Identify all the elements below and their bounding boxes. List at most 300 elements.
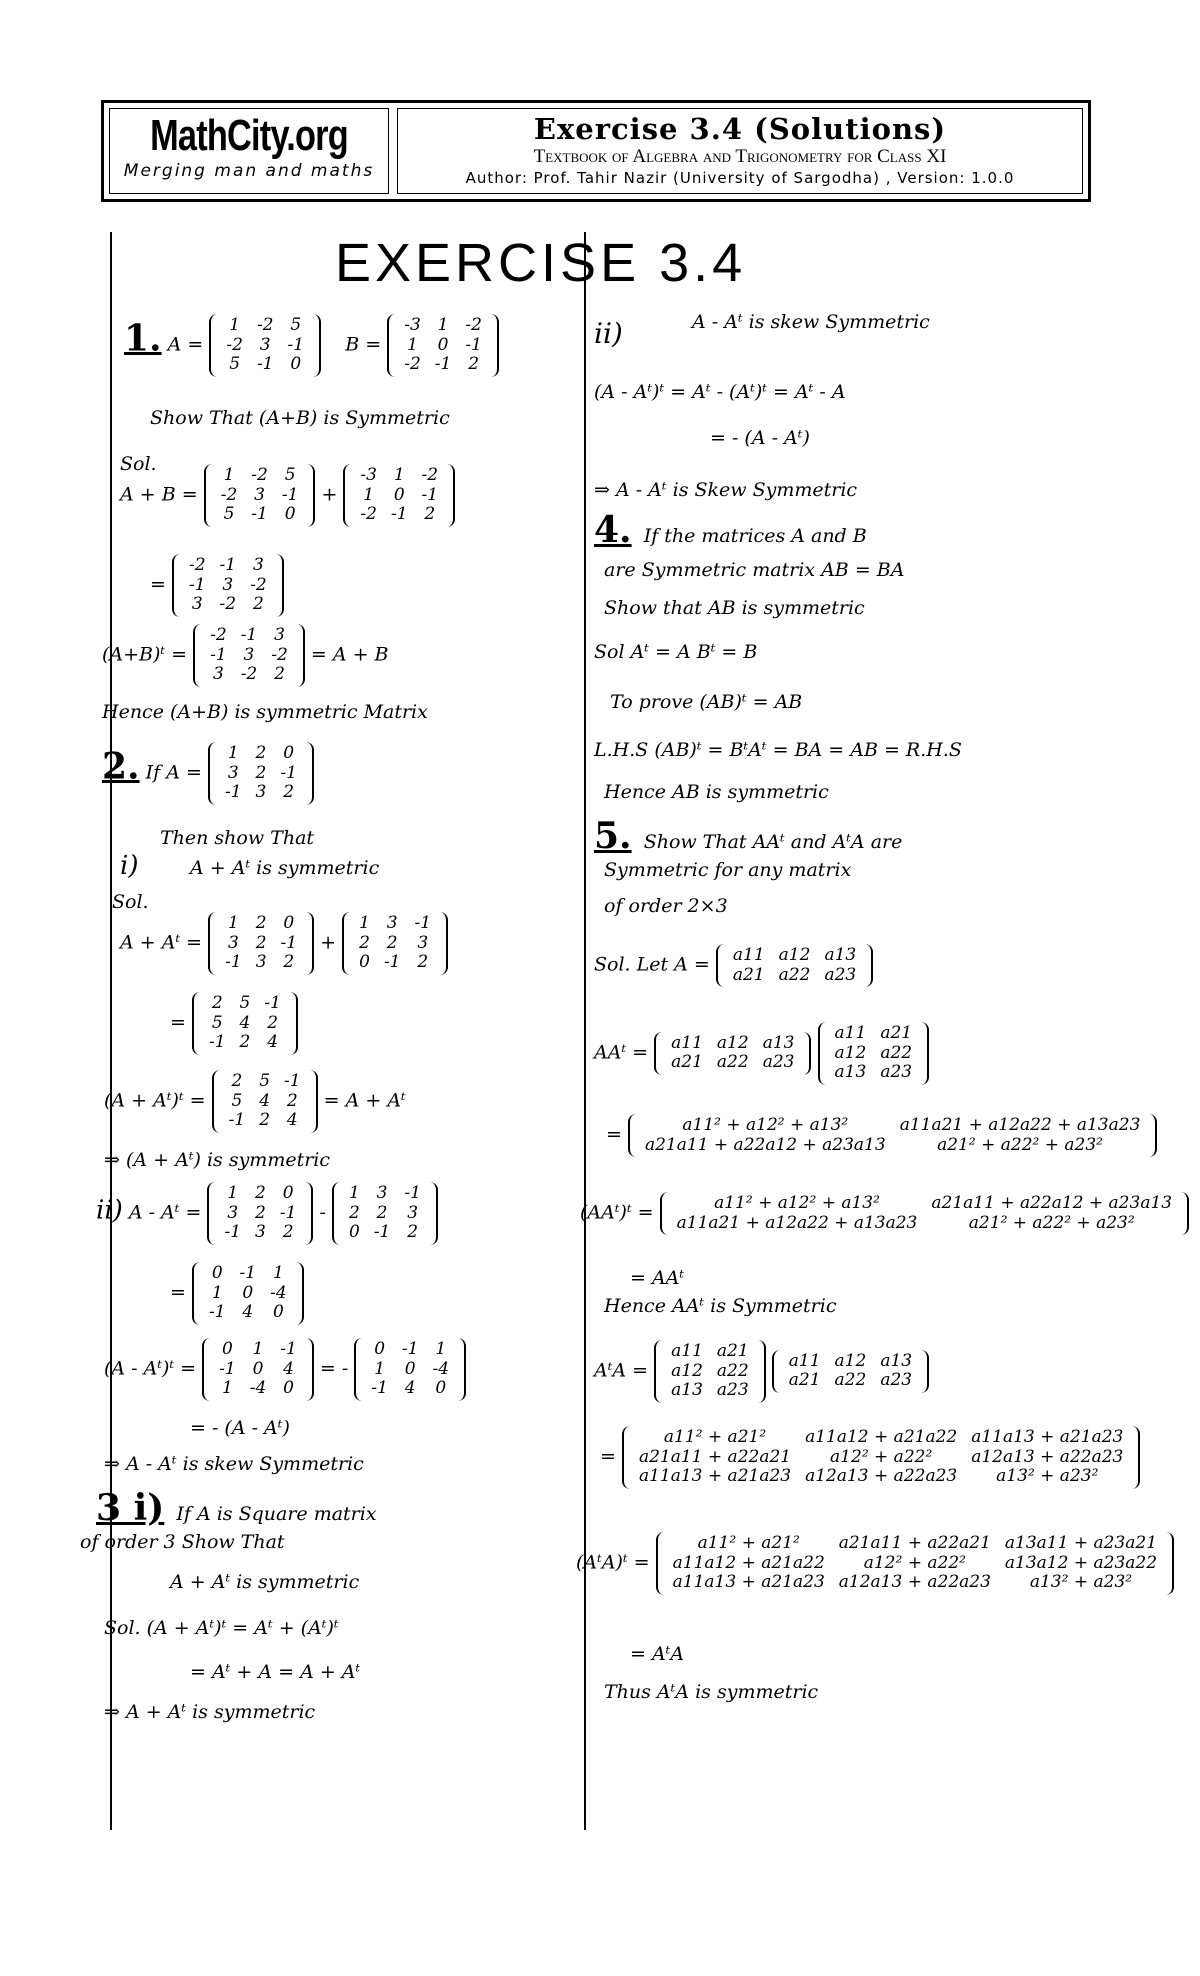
matrix-entry: 0 — [359, 952, 370, 973]
matrix — [654, 1340, 766, 1403]
matrix — [622, 1426, 1140, 1489]
matrix-entry: a22 — [716, 1360, 749, 1381]
matrix-grid — [202, 1264, 294, 1323]
q2-ii-conclusion: ⇒ A - Aᵗ is skew Symmetric — [104, 1453, 364, 1475]
q2-work-ii-3 — [104, 1338, 466, 1401]
matrix-entry: 2 — [231, 1071, 243, 1091]
matrix-entry: 3 — [228, 932, 239, 953]
matrix-entry: -1 — [219, 555, 237, 575]
handwritten-solutions — [80, 232, 1173, 1830]
matrix-entry: 3 — [222, 574, 234, 595]
matrix-grid — [397, 316, 489, 375]
q3-line — [96, 1488, 377, 1529]
matrix-row — [212, 1340, 304, 1360]
matrix-entry: 2 — [282, 1222, 294, 1243]
q1-conclusion: Hence (A+B) is symmetric Matrix — [102, 701, 428, 723]
q4-conclusion: Hence AB is symmetric — [604, 781, 829, 803]
matrix-entry: 3 — [243, 644, 255, 665]
matrix-entry: 3 — [274, 625, 285, 645]
q5-stmt1: Show That AAᵗ and AᵗA are — [643, 831, 903, 853]
q1-transpose-label: (A+B)ᵗ = — [102, 643, 188, 666]
matrix-grid — [218, 744, 304, 803]
matrix-row — [726, 946, 863, 966]
matrix-entry: a11² + a12² + a13² — [714, 1193, 880, 1213]
matrix-entry: 3 — [259, 334, 271, 355]
matrix-entry: 2 — [211, 993, 223, 1013]
q4-line — [594, 510, 867, 551]
matrix-entry: -1 — [256, 354, 274, 375]
matrix-entry: 1 — [228, 913, 239, 933]
matrix-row — [219, 316, 311, 336]
q5-stmt3: of order 2×3 — [604, 895, 728, 917]
matrix-entry: 0 — [211, 1263, 223, 1283]
matrix-row — [217, 1204, 303, 1224]
q5-eq2: = AᵗA — [630, 1643, 685, 1665]
matrix-entry: -2 — [219, 594, 237, 615]
q1-work-3 — [102, 624, 389, 687]
matrix-entry: 3 — [227, 1202, 239, 1223]
q5-ata-label: AᵗA = — [594, 1359, 649, 1382]
matrix-entry: -1 — [224, 782, 242, 803]
matrix-entry: -1 — [414, 913, 432, 933]
q2-neg-equals: = - — [319, 1357, 349, 1380]
matrix — [387, 314, 499, 377]
matrix-row — [218, 744, 304, 764]
q2-transpose-label: (A + Aᵗ)ᵗ = — [104, 1089, 206, 1112]
q3-ii-line2: = - (A - Aᵗ) — [710, 427, 810, 449]
matrix-row — [218, 934, 304, 954]
matrix-entry: a22 — [834, 1370, 867, 1391]
matrix-entry: 2 — [283, 782, 295, 803]
matrix-entry: -1 — [434, 354, 452, 375]
matrix-entry: 0 — [348, 1222, 360, 1243]
q2-sol: Sol. — [112, 891, 149, 913]
q1-statement: Show That (A+B) is Symmetric — [150, 407, 450, 429]
q2-line — [102, 742, 314, 805]
matrix-entry: 1 — [222, 1378, 233, 1399]
matrix-entry: a21 — [732, 964, 765, 985]
matrix-entry: -1 — [251, 504, 268, 525]
matrix-row — [352, 953, 438, 973]
matrix-row — [397, 355, 489, 375]
matrix — [656, 1532, 1174, 1595]
matrix-entry: 1 — [211, 1282, 223, 1303]
matrix-entry: 1 — [252, 1339, 264, 1359]
q2-work-ii-2 — [170, 1262, 304, 1325]
q3-conclusion: ⇒ A + Aᵗ is symmetric — [104, 1701, 316, 1723]
matrix-grid — [219, 316, 311, 375]
q2-ii-line4: = - (A - Aᵗ) — [190, 1417, 290, 1439]
matrix-entry: 2 — [286, 1090, 298, 1111]
matrix-row — [364, 1379, 456, 1399]
matrix-entry: 4 — [286, 1110, 298, 1131]
matrix-entry: 1 — [229, 315, 241, 335]
exercise-title: Exercise 3.4 (Solutions) — [533, 112, 947, 146]
matrix-entry: 3 — [212, 664, 224, 685]
matrix-entry: -1 — [208, 1032, 226, 1053]
matrix-entry: 2 — [283, 952, 295, 973]
matrix-entry: 4 — [242, 1302, 254, 1323]
matrix-row — [202, 994, 288, 1014]
q3-sol: Sol. (A + Aᵗ)ᵗ = Aᵗ + (Aᵗ)ᵗ — [104, 1617, 339, 1639]
matrix-entry: -1 — [228, 1110, 246, 1131]
q5-aat-label: AAᵗ = — [594, 1041, 649, 1064]
matrix-grid — [218, 914, 304, 973]
q2-number: 2. — [102, 745, 140, 788]
q4-lhs: L.H.S (AB)ᵗ = BᵗAᵗ = BA = AB = R.H.S — [594, 739, 962, 761]
matrix-entry: a11a13 + a21a23 — [672, 1572, 825, 1593]
equals-sign: = — [150, 573, 166, 596]
matrix-entry: -1 — [284, 1071, 301, 1091]
matrix-entry: -1 — [287, 334, 305, 355]
matrix-entry: a13 — [762, 1032, 795, 1053]
matrix-grid — [726, 946, 863, 985]
q4-sol: Sol Aᵗ = A Bᵗ = B — [594, 641, 758, 663]
q5-mid-conclusion: Hence AAᵗ is Symmetric — [604, 1295, 837, 1317]
matrix-entry: -2 — [251, 465, 268, 485]
q3-stmt3: A + Aᵗ is symmetric — [170, 1571, 360, 1593]
matrix-entry: -1 — [188, 574, 206, 595]
matrix-entry: a12 — [834, 1042, 867, 1063]
matrix — [212, 1070, 318, 1133]
matrix-entry: 5 — [284, 465, 296, 485]
page-header — [101, 100, 1091, 202]
matrix-row — [342, 1204, 428, 1224]
matrix-entry: 0 — [290, 354, 302, 375]
matrix-entry: 4 — [404, 1378, 416, 1399]
q5-stmt2: Symmetric for any matrix — [604, 859, 852, 881]
matrix-entry: 3 — [255, 952, 267, 973]
matrix-entry: 1 — [348, 1183, 360, 1203]
matrix-row — [217, 1184, 303, 1204]
matrix-entry: 5 — [229, 354, 241, 375]
matrix-entry: 1 — [227, 1183, 239, 1203]
matrix-entry: a11 — [732, 945, 765, 965]
matrix-entry: a13 — [880, 1350, 913, 1371]
matrix-row — [218, 783, 304, 803]
matrix-entry: -2 — [271, 644, 288, 665]
matrix-grid — [202, 994, 288, 1053]
q3-part-ii: ii) — [594, 317, 623, 350]
matrix-entry: 3 — [376, 1183, 388, 1203]
q2-diff-transpose-label: (A - Aᵗ)ᵗ = — [104, 1357, 197, 1380]
matrix-entry: 1 — [393, 465, 405, 485]
q5-ata-product — [600, 1426, 1140, 1489]
matrix-entry: 2 — [255, 762, 267, 783]
matrix-entry: a11a21 + a12a22 + a13a23 — [899, 1115, 1141, 1135]
matrix-entry: a13² + a23² — [996, 1466, 1099, 1487]
textbook-subtitle: Textbook of Algebra and Trigonometry for Class XI — [533, 146, 947, 167]
matrix — [192, 992, 298, 1055]
matrix-entry: a21 — [716, 1341, 749, 1361]
matrix — [342, 912, 448, 975]
matrix-entry: 1 — [437, 315, 449, 335]
matrix-entry: -1 — [219, 1358, 236, 1379]
matrix-entry: a13 — [834, 1062, 867, 1083]
matrix-row — [666, 1534, 1164, 1554]
matrix-entry: -1 — [281, 484, 299, 505]
q3-ii-statement: A - Aᵗ is skew Symmetric — [692, 311, 930, 333]
matrix-row — [182, 595, 274, 615]
matrix-entry: 0 — [222, 1339, 233, 1359]
matrix — [772, 1350, 929, 1393]
matrix — [354, 1338, 466, 1401]
plus-sign: + — [320, 931, 337, 954]
matrix-entry: 1 — [363, 484, 375, 505]
matrix-entry: 0 — [374, 1339, 386, 1359]
q2-work-2 — [170, 992, 298, 1055]
q5-ata-transpose — [576, 1532, 1174, 1595]
q2-part-ii: ii) — [96, 1195, 123, 1226]
matrix-row — [666, 1573, 1164, 1593]
matrix-entry: 2 — [386, 932, 398, 953]
matrix-grid — [364, 1340, 456, 1399]
matrix-entry: -2 — [360, 504, 377, 525]
matrix-entry: 2 — [468, 354, 480, 375]
matrix-row — [828, 1024, 920, 1044]
matrix-entry: a13 — [824, 945, 857, 965]
matrix-entry: 5 — [239, 993, 251, 1013]
matrix-row — [203, 626, 295, 646]
q5-let-label: Sol. Let A = — [594, 953, 710, 976]
matrix-row — [202, 1033, 288, 1053]
matrix — [192, 1262, 304, 1325]
matrix-entry: 3 — [191, 594, 203, 615]
q2-work-ii — [96, 1182, 438, 1245]
matrix-entry: a12 — [671, 1360, 703, 1381]
matrix-entry: -1 — [421, 484, 439, 505]
q5-aat — [594, 1022, 929, 1085]
matrix-row — [202, 1014, 288, 1034]
matrix-row — [222, 1092, 308, 1112]
matrix-entry: 4 — [283, 1358, 294, 1379]
matrix-entry: a11a12 + a21a22 — [805, 1427, 958, 1447]
matrix-row — [638, 1136, 1147, 1156]
matrix-entry: 2 — [255, 743, 267, 763]
matrix-entry: a12 — [834, 1350, 867, 1371]
matrix-row — [222, 1072, 308, 1092]
matrix — [343, 464, 455, 527]
matrix-row — [342, 1223, 428, 1243]
matrix-entry: 2 — [424, 504, 436, 525]
q1-number: 1. — [124, 317, 162, 360]
matrix-row — [670, 1214, 1179, 1234]
matrix-entry: 5 — [231, 1090, 243, 1111]
matrix-row — [203, 646, 295, 666]
q4-stmt2: are Symmetric matrix AB = BA — [604, 559, 905, 581]
q3-line2: = Aᵗ + A = A + Aᵗ — [190, 1661, 361, 1683]
matrix-grid — [632, 1428, 1130, 1487]
matrix-entry: 2 — [255, 1183, 266, 1203]
matrix-entry: a12 — [778, 945, 811, 965]
q1-work-2 — [150, 554, 284, 617]
matrix-entry: 2 — [255, 913, 267, 933]
matrix-entry: 2 — [274, 664, 285, 685]
matrix-entry: -4 — [270, 1282, 287, 1303]
q1-ab-label: A + B = — [120, 483, 198, 506]
q5-number: 5. — [594, 815, 632, 857]
author-line: Author: Prof. Tahir Nazir (University of Sargodha) , Version: 1.0.0 — [465, 169, 1015, 187]
q5-eq1: = AAᵗ — [630, 1267, 685, 1289]
q2-if: If A = — [145, 761, 202, 784]
matrix — [172, 554, 284, 617]
matrix-row — [828, 1063, 920, 1083]
q3-number: 3 i) — [96, 1487, 165, 1529]
matrix-entry: 3 — [386, 913, 398, 933]
matrix-entry: a21 — [788, 1370, 821, 1391]
matrix-row — [664, 1381, 756, 1401]
matrix-row — [352, 914, 438, 934]
matrix-entry: 1 — [272, 1263, 284, 1283]
matrix-entry: -1 — [371, 1378, 388, 1399]
matrix-entry: 1 — [435, 1339, 447, 1359]
q2-part-i: i) — [120, 851, 139, 881]
q2-sum-label: A + Aᵗ = — [120, 931, 203, 954]
matrix-grid — [217, 1184, 303, 1243]
matrix — [209, 314, 321, 377]
matrix-grid — [670, 1194, 1179, 1233]
matrix-entry: -1 — [383, 952, 401, 973]
equals-sign: = — [600, 1445, 616, 1468]
matrix-entry: a21a11 + a22a12 + a23a13 — [931, 1193, 1173, 1213]
matrix-entry: 2 — [255, 1202, 266, 1223]
matrix-row — [219, 355, 311, 375]
matrix-entry: -1 — [401, 1339, 419, 1359]
matrix-grid — [182, 556, 274, 615]
matrix-entry: a12a13 + a22a23 — [838, 1572, 991, 1593]
matrix-grid — [666, 1534, 1164, 1593]
q3-stmt1: If A is Square matrix — [176, 1503, 377, 1525]
matrix-entry: -4 — [432, 1358, 450, 1379]
matrix-entry: 2 — [259, 1110, 271, 1131]
q2-i-conclusion: ⇒ (A + Aᵗ) is symmetric — [104, 1149, 331, 1171]
matrix-entry: -1 — [373, 1222, 391, 1243]
site-logo[interactable]: MathCity.org — [150, 111, 348, 160]
q2-then: Then show That — [160, 827, 315, 849]
matrix-entry: 1 — [407, 334, 418, 355]
matrix-entry: 5 — [223, 504, 235, 525]
matrix-entry: 2 — [359, 932, 370, 953]
matrix-row — [212, 1360, 304, 1380]
matrix-entry: 4 — [267, 1032, 279, 1053]
matrix-entry: a22 — [880, 1042, 913, 1063]
matrix-entry: a23 — [880, 1370, 913, 1391]
matrix-entry: 2 — [255, 932, 267, 953]
matrix-entry: 2 — [267, 1012, 279, 1033]
matrix-entry: -1 — [280, 1339, 297, 1359]
matrix-grid — [352, 914, 438, 973]
matrix-entry: 0 — [393, 484, 405, 505]
matrix-entry: a11 — [788, 1350, 821, 1371]
q4-number: 4. — [594, 509, 632, 551]
matrix-row — [632, 1448, 1130, 1468]
q5-atat-label: (AᵗA)ᵗ = — [576, 1551, 650, 1574]
matrix-entry: a11a13 + a21a23 — [971, 1427, 1124, 1447]
q1-a-label: A = — [167, 333, 204, 356]
matrix-grid — [214, 466, 306, 525]
matrix-entry: -1 — [210, 644, 227, 665]
q1-sol: Sol. — [120, 453, 157, 475]
matrix-row — [182, 576, 274, 596]
logo-box — [109, 108, 389, 194]
matrix-row — [638, 1116, 1147, 1136]
matrix-entry: -2 — [220, 484, 238, 505]
q5-conclusion: Thus AᵗA is symmetric — [604, 1681, 819, 1703]
q2-work-3 — [104, 1070, 406, 1133]
matrix-row — [666, 1554, 1164, 1574]
matrix-entry: -1 — [280, 762, 297, 783]
q5-aat-product — [606, 1114, 1157, 1157]
matrix-entry: 0 — [435, 1378, 447, 1399]
matrix-grid — [212, 1340, 304, 1399]
matrix-row — [353, 505, 445, 525]
matrix-entry: a21 — [880, 1023, 913, 1043]
matrix-entry: a22 — [778, 964, 811, 985]
q2-equals: = A + Aᵗ — [323, 1089, 406, 1112]
q5-line — [594, 816, 902, 857]
matrix-entry: 2 — [252, 594, 264, 615]
matrix-entry: a11a12 + a21a22 — [672, 1552, 825, 1573]
matrix-grid — [222, 1072, 308, 1131]
matrix-row — [664, 1053, 801, 1073]
matrix-entry: 0 — [283, 743, 295, 763]
matrix-entry: a13² + a23² — [1029, 1572, 1133, 1593]
matrix-row — [212, 1379, 304, 1399]
matrix-entry: 4 — [239, 1012, 251, 1033]
matrix-entry: -2 — [421, 465, 439, 485]
matrix-row — [202, 1284, 294, 1304]
q4-prove: To prove (AB)ᵗ = AB — [610, 691, 803, 713]
matrix — [818, 1022, 930, 1085]
matrix-entry: a13 — [671, 1380, 703, 1401]
matrix-entry: 1 — [223, 465, 235, 485]
matrix-entry: -2 — [465, 315, 482, 335]
matrix-row — [726, 966, 863, 986]
matrix — [208, 912, 314, 975]
matrix-entry: -2 — [188, 555, 206, 575]
q3-ii-conclusion: ⇒ A - Aᵗ is Skew Symmetric — [594, 479, 858, 501]
q5-aatt-label: (AAᵗ)ᵗ = — [580, 1201, 654, 1224]
matrix-row — [342, 1184, 428, 1204]
matrix-row — [397, 316, 489, 336]
matrix-entry: -2 — [404, 354, 421, 375]
matrix — [716, 944, 873, 987]
matrix-entry: -1 — [224, 1222, 242, 1243]
matrix-entry: 3 — [254, 484, 265, 505]
minus-sign: - — [319, 1201, 326, 1224]
q1-line — [124, 314, 499, 377]
matrix-entry: 5 — [211, 1012, 223, 1033]
matrix-row — [219, 336, 311, 356]
matrix-row — [364, 1360, 456, 1380]
left-margin-rule — [110, 232, 112, 1830]
q5-ata — [594, 1340, 929, 1403]
matrix-entry: a13a11 + a23a21 — [1004, 1533, 1158, 1553]
matrix-row — [214, 505, 306, 525]
q1-work-1 — [120, 464, 455, 527]
matrix-grid — [828, 1024, 920, 1083]
matrix-entry: -2 — [210, 625, 227, 645]
matrix-entry: a11² + a21² — [663, 1427, 767, 1447]
q3-stmt2: of order 3 Show That — [80, 1531, 285, 1553]
matrix-entry: -1 — [208, 1302, 226, 1323]
matrix-entry: a21a11 + a22a12 + a23a13 — [644, 1134, 886, 1155]
matrix-grid — [638, 1116, 1147, 1155]
matrix-entry: a23 — [824, 964, 857, 985]
matrix-row — [222, 1111, 308, 1131]
matrix-row — [664, 1362, 756, 1382]
matrix-entry: -1 — [225, 952, 242, 973]
